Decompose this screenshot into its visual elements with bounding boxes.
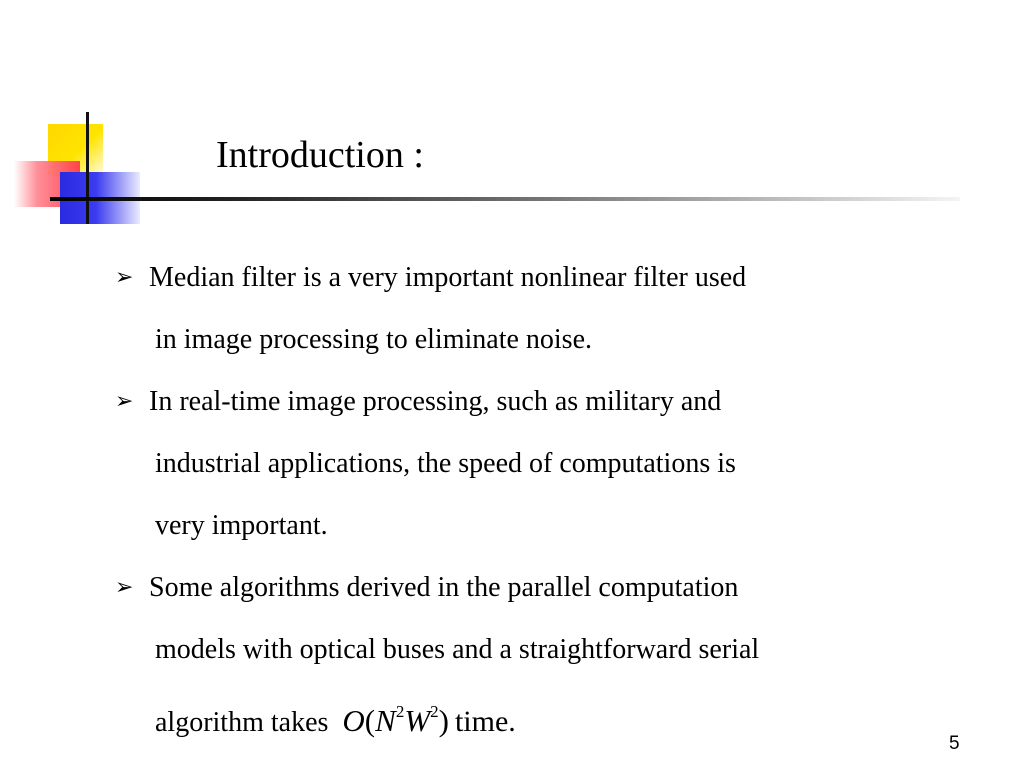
- bullet-item: [115, 247, 935, 371]
- bullet-line: industrial applications, the speed of computations is: [155, 448, 736, 479]
- bullet-item: [115, 371, 935, 557]
- bullet-line-with-formula: [115, 681, 935, 754]
- complexity-formula: [342, 681, 449, 752]
- bullet-item: [115, 557, 935, 754]
- formula-open-paren: (: [364, 703, 376, 738]
- formula-suffix: time.: [454, 705, 516, 738]
- bullet-line: models with optical buses and a straightforward serial: [155, 634, 760, 665]
- arrow-bullet-icon: ➢: [115, 575, 134, 600]
- title-underline: [50, 197, 960, 201]
- arrow-bullet-icon: ➢: [115, 265, 134, 290]
- formula-n: N: [375, 703, 396, 738]
- bullet-line: Median filter is a very important nonlinear filter used: [149, 262, 747, 293]
- slide-title: Introduction :: [216, 134, 424, 176]
- vertical-divider-line: [86, 112, 89, 224]
- corner-logo-decoration: [0, 0, 160, 240]
- formula-close-paren: ): [438, 703, 449, 738]
- page-number: 5: [949, 733, 960, 754]
- bullet-line: In real-time image processing, such as military and: [149, 386, 722, 417]
- bullet-line: very important.: [155, 510, 328, 541]
- bullet-list: [115, 247, 935, 754]
- formula-w: W: [404, 703, 431, 738]
- bullet-line: Some algorithms derived in the parallel computation: [149, 572, 739, 603]
- bullet-line-text: algorithm takes: [155, 707, 329, 738]
- bullet-line: in image processing to eliminate noise.: [155, 324, 593, 355]
- formula-n-exponent: 2: [395, 702, 405, 721]
- formula-o: O: [342, 703, 365, 738]
- formula-w-exponent: 2: [430, 702, 439, 721]
- arrow-bullet-icon: ➢: [115, 389, 134, 414]
